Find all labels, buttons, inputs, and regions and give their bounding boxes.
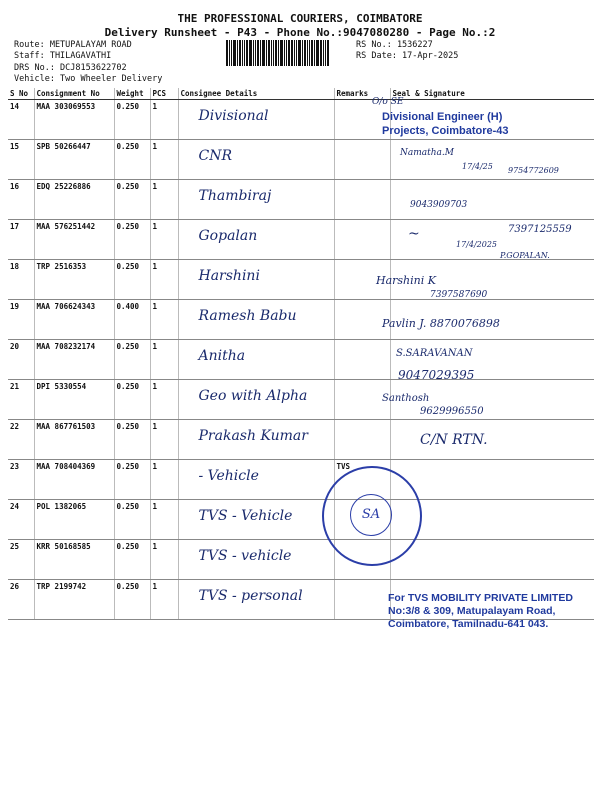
cell-consignee (178, 340, 334, 380)
consignee-handwriting: Prakash Kumar (198, 428, 308, 444)
cell-remarks (334, 340, 390, 380)
consignee-handwriting: Thambiraj (198, 188, 272, 204)
cell-sno: 17 (8, 220, 34, 260)
sig-20-name: S.SARAVANAN (396, 348, 473, 359)
cell-consignee (178, 300, 334, 340)
stamp-line: Divisional Engineer (H) (382, 111, 503, 123)
seal-center: SA (350, 494, 392, 536)
sig-15-phone: 9754772609 (508, 166, 559, 175)
sig-21-phone: 9629996550 (420, 406, 484, 417)
cell-consignment: MAA 708404369 (34, 460, 114, 500)
cell-sno: 16 (8, 180, 34, 220)
sig-15-date: 17/4/25 (462, 162, 493, 171)
cell-weight: 0.250 (114, 340, 150, 380)
barcode-bar (246, 40, 248, 66)
barcode-bar (307, 40, 308, 66)
cell-weight: 0.250 (114, 140, 150, 180)
cell-consignment: MAA 867761503 (34, 420, 114, 460)
cell-pcs: 1 (150, 420, 178, 460)
barcode-bar (304, 40, 306, 66)
barcode-bar (275, 40, 277, 66)
cell-sno: 21 (8, 380, 34, 420)
cell-consignee (178, 460, 334, 500)
cell-pcs: 1 (150, 380, 178, 420)
barcode-bar (262, 40, 265, 66)
barcode-bar (233, 40, 236, 66)
cell-remarks (334, 420, 390, 460)
cell-weight: 0.250 (114, 580, 150, 620)
sig-17-scribble: ~ (408, 226, 420, 242)
consignee-handwriting: TVS - personal (198, 588, 303, 604)
sig-18-name: Harshini K (376, 274, 436, 287)
consignee-handwriting: Ramesh Babu (198, 308, 297, 324)
cell-consignment: POL 1382065 (34, 500, 114, 540)
stamp-line: No:3/8 & 309, Matupalayam Road, (388, 605, 556, 617)
barcode-bar (302, 40, 303, 66)
cell-remarks: TVS (334, 460, 390, 500)
cell-pcs: 1 (150, 220, 178, 260)
cell-weight: 0.250 (114, 540, 150, 580)
cell-consignee (178, 100, 334, 140)
cell-weight: 0.250 (114, 420, 150, 460)
barcode-bar (314, 40, 315, 66)
consignee-handwriting: Gopalan (198, 228, 258, 244)
table-row (8, 140, 594, 180)
table-header-row (8, 88, 594, 100)
cell-pcs: 1 (150, 340, 178, 380)
table-row (8, 180, 594, 220)
barcode-bar (327, 40, 329, 66)
cell-pcs: 1 (150, 500, 178, 540)
stamp-line: Coimbatore, Tamilnadu-641 043. (388, 618, 549, 630)
barcode-bar (280, 40, 283, 66)
consignee-handwriting: Harshini (198, 268, 260, 284)
sig-17-phone: 7397125559 (508, 224, 572, 235)
barcode-bar (239, 40, 241, 66)
cell-sno: 24 (8, 500, 34, 540)
cell-weight: 0.250 (114, 100, 150, 140)
drs-number: DRS No.: DCJ8153622702 (14, 63, 127, 73)
cell-weight: 0.250 (114, 500, 150, 540)
cell-weight: 0.250 (114, 260, 150, 300)
cell-sno: 18 (8, 260, 34, 300)
barcode-bar (296, 40, 297, 66)
col-weight: Weight (114, 88, 150, 100)
cell-pcs: 1 (150, 260, 178, 300)
consignee-handwriting: Geo with Alpha (198, 388, 308, 404)
cell-signature (390, 140, 594, 180)
sig-18-phone: 7397587690 (430, 290, 488, 300)
barcode-bar (288, 40, 290, 66)
barcode-bar (286, 40, 287, 66)
consignee-handwriting: Divisional (198, 108, 269, 124)
sig-20-phone: 9047029395 (398, 368, 475, 382)
cell-weight: 0.250 (114, 380, 150, 420)
col-signature: Seal & Signature (390, 88, 594, 100)
company-title: THE PROFESSIONAL COURIERS, COIMBATORE (177, 12, 423, 25)
staff-label: Staff: THILAGAVATHI (14, 51, 112, 61)
sig-15-name: Namatha.M (400, 148, 454, 158)
consignee-handwriting: TVS - Vehicle (198, 508, 293, 524)
cell-pcs: 1 (150, 140, 178, 180)
sig-21-name: Santhosh (382, 393, 430, 404)
cell-sno: 25 (8, 540, 34, 580)
consignee-handwriting: CNR (198, 148, 233, 164)
cell-consignment: MAA 303069553 (34, 100, 114, 140)
barcode-bar (260, 40, 261, 66)
round-company-seal (322, 466, 422, 566)
cell-weight: 0.400 (114, 300, 150, 340)
sig-14-note: O/o SE (372, 97, 404, 107)
col-consignment: Consignment No (34, 88, 114, 100)
barcode-bar (291, 40, 293, 66)
barcode-bar (266, 40, 267, 66)
col-sno: S No (8, 88, 34, 100)
tvs-address-stamp (388, 592, 573, 631)
consignee-handwriting: TVS - vehicle (198, 548, 292, 564)
sig-17-date: 17/4/2025 (456, 240, 498, 249)
cell-weight: 0.250 (114, 220, 150, 260)
barcode-bar (229, 40, 230, 66)
cell-pcs: 1 (150, 180, 178, 220)
cell-sno: 15 (8, 140, 34, 180)
sig-16-phone: 9043909703 (410, 200, 468, 210)
runsheet-table (8, 88, 594, 620)
cell-sno: 22 (8, 420, 34, 460)
barcode-image (226, 40, 350, 66)
sig-22: C/N RTN. (420, 432, 488, 448)
cell-consignee (178, 260, 334, 300)
stamp-line: Projects, Coimbatore-43 (382, 125, 509, 137)
cell-consignee (178, 220, 334, 260)
barcode-bar (255, 40, 256, 66)
barcode-bar (316, 40, 319, 66)
cell-weight: 0.250 (114, 460, 150, 500)
cell-consignment: EDQ 25226886 (34, 180, 114, 220)
barcode-bar (271, 40, 272, 66)
sig-19: Pavlin J. 8870076898 (382, 317, 500, 330)
cell-consignment: TRP 2516353 (34, 260, 114, 300)
cell-consignee (178, 500, 334, 540)
rs-number: RS No.: 1536227 (356, 40, 433, 50)
cell-sno: 23 (8, 460, 34, 500)
stamp-line: For TVS MOBILITY PRIVATE LIMITED (388, 592, 573, 604)
cell-signature (390, 460, 594, 500)
cell-remarks (334, 580, 390, 620)
route-label: Route: METUPALAYAM ROAD (14, 40, 132, 50)
cell-pcs: 1 (150, 300, 178, 340)
barcode-bar (257, 40, 259, 66)
barcode-bar (323, 40, 324, 66)
runsheet-subtitle: Delivery Runsheet - P43 - Phone No.:9047080280 - Page No.:2 (104, 26, 496, 39)
cell-weight: 0.250 (114, 180, 150, 220)
barcode-bar (309, 40, 310, 66)
cell-consignee (178, 380, 334, 420)
barcode-bar (249, 40, 252, 66)
barcode-bar (273, 40, 274, 66)
barcode-bar (226, 40, 228, 66)
cell-pcs: 1 (150, 460, 178, 500)
cell-sno: 26 (8, 580, 34, 620)
barcode-bar (244, 40, 245, 66)
cell-consignment: MAA 706624343 (34, 300, 114, 340)
table-row (8, 380, 594, 420)
cell-consignment: MAA 708232174 (34, 340, 114, 380)
table-row (8, 340, 594, 380)
barcode-bar (311, 40, 313, 66)
sig-17-name: P.GOPALAN. (500, 251, 550, 260)
cell-sno: 20 (8, 340, 34, 380)
barcode-bar (294, 40, 295, 66)
col-pcs: PCS (150, 88, 178, 100)
cell-sno: 19 (8, 300, 34, 340)
barcode-bar (253, 40, 254, 66)
consignee-handwriting: - Vehicle (198, 468, 259, 484)
cell-signature (390, 540, 594, 580)
table-row (8, 500, 594, 540)
cell-consignee (178, 540, 334, 580)
cell-consignment: DPI 5330554 (34, 380, 114, 420)
cell-remarks (334, 220, 390, 260)
barcode-bar (320, 40, 322, 66)
barcode-bar (242, 40, 243, 66)
cell-pcs: 1 (150, 100, 178, 140)
consignee-handwriting: Anitha (198, 348, 246, 364)
table-row (8, 420, 594, 460)
divisional-engineer-stamp (382, 110, 509, 138)
cell-consignee (178, 420, 334, 460)
barcode-bar (298, 40, 301, 66)
cell-consignment: TRP 2199742 (34, 580, 114, 620)
cell-pcs: 1 (150, 580, 178, 620)
table-row (8, 260, 594, 300)
table-row (8, 460, 594, 500)
vehicle-label: Vehicle: Two Wheeler Delivery (14, 74, 163, 84)
barcode-bar (268, 40, 270, 66)
cell-consignee (178, 580, 334, 620)
col-consignee: Consignee Details (178, 88, 334, 100)
barcode-bar (284, 40, 285, 66)
table-row (8, 300, 594, 340)
barcode-bar (325, 40, 326, 66)
barcode-bar (278, 40, 279, 66)
cell-consignment: SPB 50266447 (34, 140, 114, 180)
cell-sno: 14 (8, 100, 34, 140)
table-row (8, 540, 594, 580)
cell-consignee (178, 140, 334, 180)
cell-pcs: 1 (150, 540, 178, 580)
cell-consignment: MAA 576251442 (34, 220, 114, 260)
cell-consignee (178, 180, 334, 220)
rs-date: RS Date: 17-Apr-2025 (356, 51, 459, 61)
cell-remarks (334, 140, 390, 180)
barcode-bar (237, 40, 238, 66)
col-remarks: Remarks (334, 88, 390, 100)
cell-consignment: KRR 50168585 (34, 540, 114, 580)
cell-remarks (334, 180, 390, 220)
barcode-bar (231, 40, 232, 66)
